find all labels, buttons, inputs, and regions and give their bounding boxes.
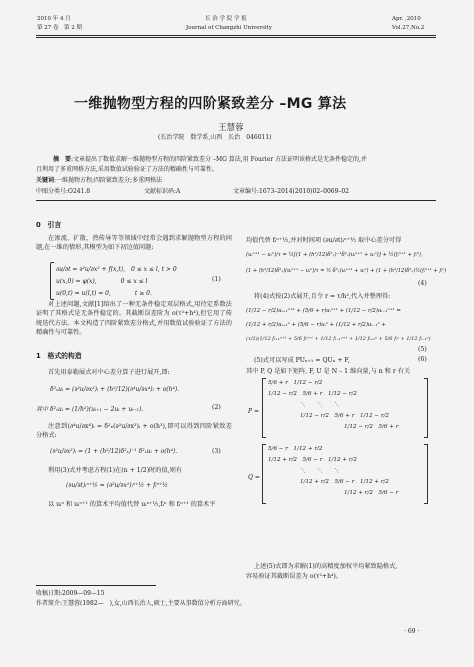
keywords-text: :一维抛物方程;四阶紧致差分;多重网格法 [54,177,163,184]
equation-number-6: (6) [418,356,427,363]
header-journal-cn: 长 治 学 院 学 报 [205,16,247,22]
matrix-p-label: P = [248,408,259,415]
matrix-p-row-1: 5/6 + r 1/12 − r/2 [268,380,323,386]
header-right-volume: Vol.27,No.2 [392,25,425,31]
system-brace [50,262,54,300]
header-left-date: 2010 年 4 月 [37,16,71,22]
equation-crank-nicolson: (uᵢⁿ⁺¹ − uᵢⁿ)/τ = ½[(1 + (h²/12)δ²ₓ)⁻¹δ²ₓ(uᵢⁿ⁺¹ + uᵢⁿ)] + ½(fᵢⁿ⁺¹ + fᵢⁿ), [246,252,423,258]
equation-half-step: (∂u/∂t)ᵢⁿ⁺½ = (∂²u/∂x²)ᵢⁿ⁺½ + fᵢⁿ⁺½ [66,482,168,489]
left-column [36,210,232,584]
matrix-q-row-1: 5/6 − r 1/12 + r/2 [268,446,323,452]
substitute-line: 将(4)式按(2)式展开,且令 r = τ/h²,代入并整理得: [254,293,391,300]
received-date: 收稿日期:2009—09—15 [36,590,105,597]
paper-title: 一维抛物型方程的四阶紧致差分 –MG 算法 [74,96,347,112]
matrix-form-line: (5)式可以写成 PUₙ₊₁ = QUₙ + F, [254,357,350,364]
abstract-text-1: :文章提出了数值求解一维抛物型方程的四阶紧致差分 –MG 算法,用 Fourier 方法证明该格式是无条件稳定的,并 [71,156,367,163]
keywords-line [36,177,162,185]
header-journal-en: Journal of Changzhi University [186,25,272,31]
matrix-p-row-5: 1/12 − r/2 5/6 + r [344,424,399,430]
abstract-rule [36,200,436,201]
header-rule-thin [36,37,436,38]
right-intro-line: 均值代替 fᵢⁿ⁺½,并对时间项 (∂u/∂t)ᵢⁿ⁺½ 取中心差分可得 [246,237,402,244]
matrix-q-right-bracket [424,444,428,504]
equation-compact: (∂²u/∂x²)ᵢ = (1 + (h²/12)δ²ₓ)⁻¹ δ²ₓuᵢ + o(h⁴). [50,448,178,455]
matrix-p-left-bracket [262,378,266,438]
page-number: · 69 · [404,628,420,635]
section-1-heading: 1 格式的构造 [36,352,82,360]
average-paragraph: 以 uᵢⁿ 和 uᵢⁿ⁺¹ 的算术平均值代替 uᵢⁿ⁺½,fᵢⁿ 和 fᵢⁿ⁺¹ 的算术平 [48,501,216,508]
equation-number-2: (2) [212,404,221,411]
footnote-rule [36,585,156,586]
half-step-paragraph: 利用(3)式并考虑方程(1)在(n + 1/2)时的值,则有 [48,467,183,474]
matrix-q-row-2: 1/12 + r/2 5/6 − r 1/12 + r/2 [268,457,357,463]
keywords-label: 关键词 [36,177,55,184]
matrix-q-row-5: 1/12 + r/2 5/6 − r [344,490,399,496]
equation-number-4: (4) [418,280,427,287]
equation-number-5: (5) [418,346,427,353]
abstract-label: 摘 要 [53,156,72,163]
equation-number-1: (1) [212,276,221,283]
affiliation: (长治学院 数学系,山西 长治 046011) [158,134,272,141]
matrix-q-left-bracket [262,444,266,504]
conclusion-line-1: 上述(5)式即为求解(1)的高精度加权平均紧致隐格式, [254,563,398,570]
matrix-p-row-4: 1/12 − r/2 5/6 + r 1/12 − r/2 [300,413,389,419]
matrix-q-label: Q = [248,474,260,481]
taylor-paragraph: 首先用泰勒展式对中心差分算子进行展开,即: [48,369,170,376]
system-line-1: ∂u/∂t = ∂²u/∂x² + f(x,t), 0 ≤ x ≤ l, t > 0 [56,266,177,273]
header-rule [36,35,436,36]
matrix-q-row-3: ⋱ ⋱ ⋱ [300,468,340,474]
system-line-3: u(0,t) = u(l,t) = 0, t ≥ 0. [56,290,152,297]
equation-scheme-line-1: (1/12 − r/2)uᵢ₊₁ⁿ⁺¹ + (5/6 + r)uᵢⁿ⁺¹ + (1/12 − r/2)uᵢ₋₁ⁿ⁺¹ = [246,308,401,314]
author-name: 王慧蓉 [218,123,244,133]
abstract-line1 [53,156,367,164]
abstract-line2: 且利用了多重网格方法,采用数值试验验证了方法的精确性与可靠性。 [36,166,218,173]
matrix-p-row-3: ⋱ ⋱ ⋱ [300,402,340,408]
intro-paragraph: 在渗流、扩散、热传导等等领域中经常会遇到求解抛物型方程的问题,在一维的情形,其模型为如下初边值问题: [36,235,232,252]
equation-scheme-line-2: (1/12 + r/2)uᵢ₊₁ⁿ + (5/6 − r)uᵢⁿ + (1/12 + r/2)uᵢ₋₁ⁿ + [246,322,386,328]
matrix-p-right-bracket [424,378,428,438]
compact-scheme-paragraph: 注意到(∂⁴u/∂x⁴)ᵢ = δ²ₓ(∂²u/∂x²)ᵢ + o(h²),即可以得到四阶紧致差分格式: [36,423,232,440]
section-0-heading: 0 引言 [36,221,62,229]
header-right-date: Apr. ,2010 [392,16,421,22]
document-code: 文献标识码:A [144,188,181,195]
header-left-volume: 第 27 卷 第 2 期 [37,25,82,31]
equation-multiplied: (1 + (h²/12)δ²ₓ)(uᵢⁿ⁺¹ − uᵢⁿ)/τ = ½ δ²ₓ(uᵢⁿ⁺¹ + uᵢⁿ) + (1 + (h²/12)δ²ₓ)½(fᵢⁿ⁺¹ + fᵢⁿ) [246,268,447,274]
matrix-q-row-4: 1/12 + r/2 5/6 − r 1/12 + r/2 [300,479,389,485]
clc-number: 中图分类号:O241.8 [36,188,91,195]
author-bio: 作者简介:王慧蓉(1982— ),女,山西长治人,硕士,主要从事数值分析方面研究。 [36,600,246,607]
matrix-description-line: 其中 P, Q 是如下矩阵, F, U 是 N – 1 维向量,与 n 和 r 有关 [246,368,411,375]
conclusion-line-2: 容易验证其截断误差为 o(τ²+h⁴)。 [246,573,343,580]
equation-taylor: δ²ₓuᵢ = (∂²u/∂x²)ᵢ + (h²/12)(∂⁴u/∂x⁴)ᵢ + o(h⁴). [50,386,180,393]
equation-central-diff: 其中 δ²ₓuᵢ = (1/h²)(uᵢ₊₁ − 2uᵢ + uᵢ₋₁). [36,406,144,413]
prior-work-paragraph: 对上述问题,文献[1]给出了一种无条件稳定双层格式,用待定系数法证明了其格式是无条件稳定的。其截断误差阶为 o(τ²+h⁴),但它用了传统迭代方法。本文构造了四阶紧致差分格式,并用数值试验验证了方法的精确性与可靠性。 [36,301,232,336]
matrix-p-row-2: 1/12 − r/2 5/6 + r 1/12 − r/2 [268,391,357,397]
equation-number-3: (3) [212,448,221,455]
article-number: 文章编号:1673–2014(2010)02–0069–02 [233,188,350,195]
equation-scheme-line-3: (τ/2)(1/12 fᵢ₊₁ⁿ⁺¹ + 5/6 fᵢⁿ⁺¹ + 1/12 fᵢ₋₁ⁿ⁺¹ + 1/12 fᵢ₊₁ⁿ + 5/6 fᵢⁿ + 1/12 fᵢ₋₁ⁿ) [246,336,431,342]
system-line-2: u(x,0) = φ(x), 0 ≤ x ≤ l [56,278,148,285]
